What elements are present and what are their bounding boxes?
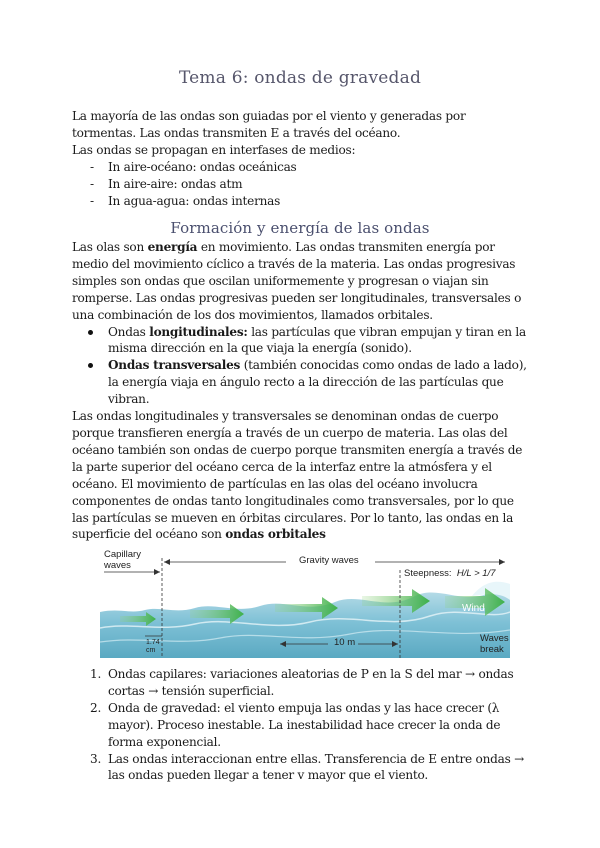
- steepness-formula: H/L > 1/7: [456, 568, 496, 579]
- gravity-label: Gravity waves: [296, 556, 362, 567]
- text-run: las partículas que vibran empujan y tiran en la misma dirección en la que viaja la energía (sonido).: [108, 324, 526, 356]
- item-number: 1.: [90, 667, 102, 681]
- waves-break-label: [480, 634, 509, 655]
- bold-term: Ondas transversales: [108, 358, 241, 373]
- media-intro: Las ondas se propagan en interfases de medios:: [72, 142, 356, 157]
- section-heading: Formación y energía de las ondas: [170, 219, 430, 237]
- span-arrowhead: [499, 559, 505, 565]
- capillary-label: [104, 550, 141, 571]
- item-number: 3.: [90, 751, 102, 766]
- list-item: [72, 357, 530, 408]
- label-line: 1.74: [146, 639, 160, 646]
- label-line: Steepness:: [404, 568, 452, 579]
- bold-term: energía: [147, 240, 198, 254]
- list-item: [72, 751, 532, 785]
- text-run: (también conocidas como ondas de lado a lado), la energía viaja en ángulo recto a la dirección de las partículas que vibran.: [108, 358, 527, 407]
- energy-paragraph: [72, 239, 530, 324]
- numbered-list-block: [72, 666, 532, 784]
- text-run: Ondas: [108, 324, 150, 339]
- intro-paragraph: La mayoría de las ondas son guiadas por el viento y generadas por tormentas. Las ondas transmiten E a través del océano.: [72, 109, 466, 140]
- page-title: Tema 6: ondas de gravedad: [178, 68, 422, 88]
- list-item: [72, 666, 532, 700]
- wind-label: Wind: [462, 603, 485, 614]
- span-arrowhead: [154, 569, 160, 575]
- section-body: [72, 239, 530, 543]
- label-line: Capillary: [104, 549, 141, 560]
- label-line: break: [480, 643, 504, 655]
- text-run: Las olas son: [72, 240, 148, 254]
- item-text: Las ondas interaccionan entre ellas. Transferencia de E entre ondas → las ondas pueden llegar a tener v mayor que el viento.: [108, 751, 525, 783]
- label-line: Waves: [480, 633, 509, 644]
- list-item: [72, 324, 530, 358]
- bold-term: ondas orbitales: [225, 527, 326, 542]
- text-run: Las ondas longitudinales y transversales se denominan ondas de cuerpo porque transfieren energía a través de un cuerpo de materia. Las olas del océano también son ondas de cuerpo porque transmiten energía a través de la parte superior del océano cerca de la interfaz entre la atmósfera y el océano. El movimiento de partículas en las olas del océano involucra componentes de ondas tanto longitudinales como transversales, por lo que las partículas se mueven en órbitas circulares. Por lo tanto, las ondas en la superficie del océano son: [72, 409, 523, 542]
- numbered-list: [72, 666, 532, 784]
- label-line: waves: [104, 559, 131, 571]
- media-list: [72, 159, 530, 210]
- scale-label: [146, 639, 160, 655]
- orbital-paragraph: [72, 408, 530, 543]
- intro-block: [72, 108, 530, 209]
- item-text: Ondas capilares: variaciones aleatorias de P en la S del mar → ondas cortas → tensión superficial.: [108, 667, 514, 698]
- bold-term: longitudinales:: [149, 324, 248, 339]
- wave-types-list: [72, 324, 530, 409]
- wave-diagram: [100, 540, 510, 660]
- item-number: 2.: [90, 700, 102, 715]
- item-text: Onda de gravedad: el viento empuja las ondas y las hace crecer (λ mayor). Proceso inestable. La inestabilidad hace crecer la onda de forma exponencial.: [108, 700, 501, 749]
- span-arrowhead: [164, 559, 170, 565]
- list-item: - In aire-aire: ondas atm: [72, 176, 530, 193]
- length-label: 10 m: [334, 637, 356, 648]
- label-line: cm: [146, 647, 156, 654]
- list-item: - In agua-agua: ondas internas: [72, 193, 530, 210]
- steepness-label: [404, 569, 495, 580]
- text-run: en movimiento. Las ondas transmiten energía por medio del movimiento cíclico a través de la materia. Las ondas progresivas simples son ondas que oscilan uniformemente y progresan o viajan sin romperse. Las ondas progresivas pueden ser longitudinales, transversales o una combinación de los dos movimientos, llamados orbitales.: [72, 240, 522, 322]
- list-item: [72, 700, 532, 751]
- list-item: - In aire-océano: ondas oceánicas: [72, 159, 530, 176]
